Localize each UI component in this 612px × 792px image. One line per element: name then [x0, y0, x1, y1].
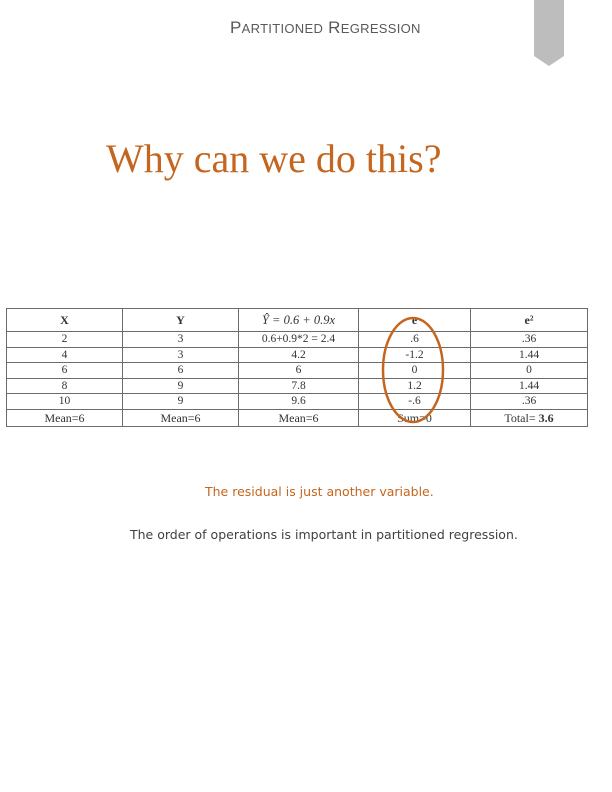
- footer-cell-e: Sum=0: [359, 409, 471, 426]
- table-cell: 2: [7, 332, 123, 348]
- slide-title: Why can we do this?: [106, 136, 442, 181]
- table-cell: 9.6: [239, 394, 359, 410]
- table-row: [7, 378, 588, 394]
- footer-cell-total: [471, 409, 588, 426]
- table-cell: 1.44: [471, 347, 588, 363]
- footer-cell-yhat: Mean=6: [239, 409, 359, 426]
- table-cell: 3: [123, 332, 239, 348]
- table-cell: 1.2: [359, 378, 471, 394]
- table-header-row: [7, 309, 588, 332]
- col-header-yhat: Ŷ = 0.6 + 0.9x: [239, 309, 359, 332]
- table-cell: 4.2: [239, 347, 359, 363]
- table-cell: 9: [123, 394, 239, 410]
- table-cell: 3: [123, 347, 239, 363]
- col-header-x: X: [7, 309, 123, 332]
- residual-caption: The residual is just another variable.: [205, 484, 434, 499]
- table-cell: 7.8: [239, 378, 359, 394]
- col-header-e: e: [359, 309, 471, 332]
- table-cell: .36: [471, 332, 588, 348]
- order-caption: The order of operations is important in partitioned regression.: [130, 527, 518, 542]
- footer-cell-x: Mean=6: [7, 409, 123, 426]
- table-row: [7, 347, 588, 363]
- footer-total-value: 3.6: [538, 410, 554, 425]
- table-cell: -.6: [359, 394, 471, 410]
- table-cell: 10: [7, 394, 123, 410]
- col-header-e-squared: e²: [471, 309, 588, 332]
- table-cell: -1.2: [359, 347, 471, 363]
- residual-table: [6, 308, 587, 433]
- table-cell: 0.6+0.9*2 = 2.4: [239, 332, 359, 348]
- table-footer-row: [7, 409, 588, 426]
- table-cell: 8: [7, 378, 123, 394]
- table-cell: 0: [359, 363, 471, 379]
- table-cell: .6: [359, 332, 471, 348]
- header-cap-1: P: [230, 18, 242, 37]
- table-cell: 1.44: [471, 378, 588, 394]
- table-row: [7, 332, 588, 348]
- table-row: [7, 394, 588, 410]
- table-cell: 6: [239, 363, 359, 379]
- table-cell: 0: [471, 363, 588, 379]
- col-header-y: Y: [123, 309, 239, 332]
- header-rest-1: ARTITIONED: [241, 21, 324, 36]
- footer-total-label: Total=: [504, 410, 536, 425]
- bookmark-icon: [534, 0, 564, 66]
- table-row: [7, 363, 588, 379]
- slide-header: [230, 18, 421, 38]
- table-cell: 9: [123, 378, 239, 394]
- table-cell: 4: [7, 347, 123, 363]
- header-rest-2: EGRESSION: [340, 21, 421, 36]
- table-cell: 6: [123, 363, 239, 379]
- footer-cell-y: Mean=6: [123, 409, 239, 426]
- table-cell: 6: [7, 363, 123, 379]
- header-cap-2: R: [328, 18, 341, 37]
- table-cell: .36: [471, 394, 588, 410]
